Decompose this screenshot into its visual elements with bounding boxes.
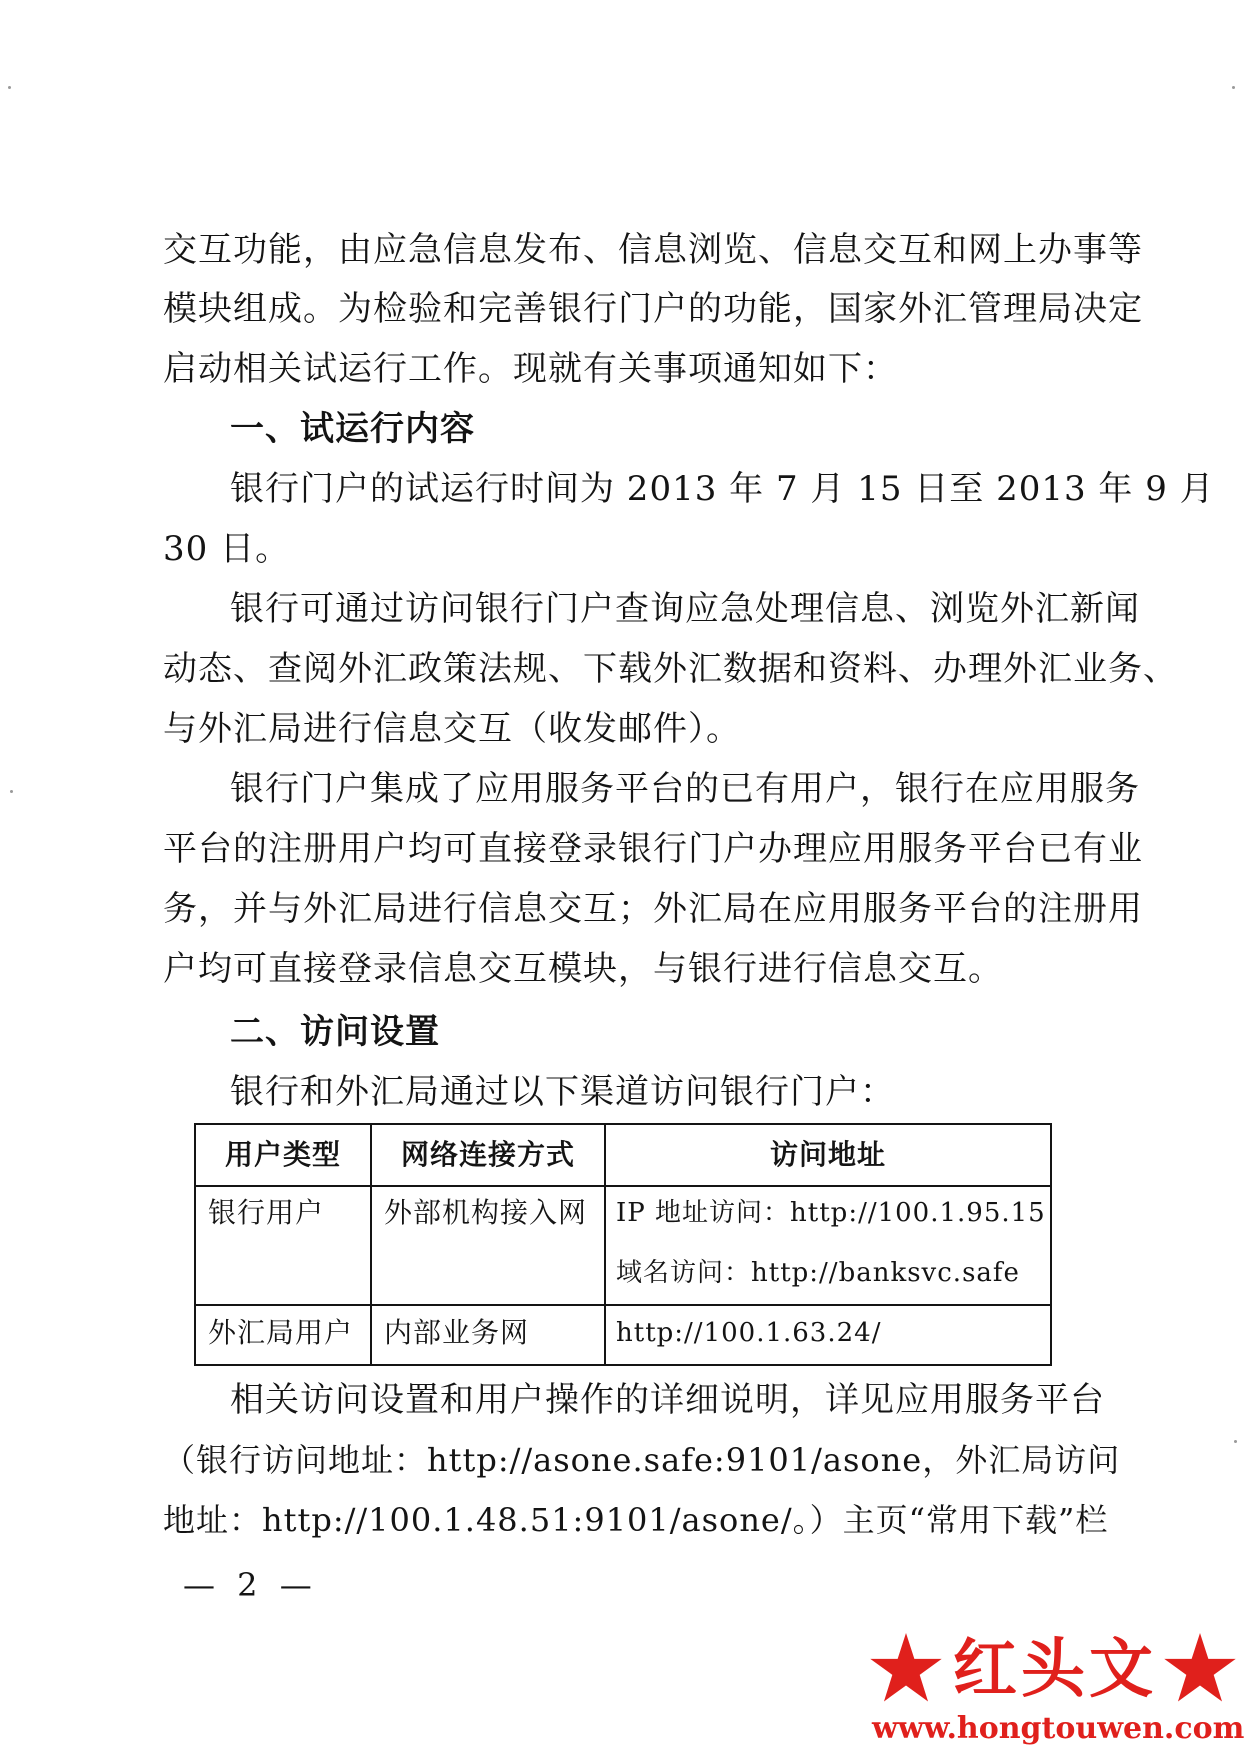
body-text-line: 平台的注册用户均可直接登录银行门户办理应用服务平台已有业 [163,829,1143,869]
table-cell-address: http://100.1.63.24/ [616,1318,882,1348]
scan-speck [1234,1440,1237,1443]
table-header-cell: 网络连接方式 [400,1138,575,1171]
scan-speck [1232,86,1235,89]
body-text-line: 银行可通过访问银行门户查询应急处理信息、浏览外汇新闻 [230,589,1140,629]
star-icon [1162,1630,1238,1706]
body-text-line: 交互功能，由应急信息发布、信息浏览、信息交互和网上办事等 [163,230,1143,270]
body-text-line: 模块组成。为检验和完善银行门户的功能，国家外汇管理局决定 [163,289,1143,329]
body-text-line: （银行访问地址：http://asone.safe:9101/asone，外汇局访问 [163,1441,1121,1479]
table-cell-user-type: 银行用户 [208,1196,325,1229]
watermark-url: www.hongtouwen.com [872,1711,1245,1746]
scan-speck [8,86,11,89]
body-text-line: 银行门户的试运行时间为 2013 年 7 月 15 日至 2013 年 9 月 [230,469,1215,509]
section-heading: 二、访问设置 [230,1012,440,1052]
body-text-line: 相关访问设置和用户操作的详细说明，详见应用服务平台 [230,1380,1105,1420]
star-icon [868,1630,944,1706]
table-cell-address: 域名访问：http://banksvc.safe [616,1258,1020,1288]
watermark-title: 红头文 [953,1633,1157,1707]
page-number: — 2 — [183,1566,318,1604]
access-table [194,1123,1052,1366]
table-divider [196,1304,1050,1306]
body-text-line: 地址：http://100.1.48.51:9101/asone/。）主页“常用下载”栏 [163,1501,1109,1539]
body-text-line: 银行和外汇局通过以下渠道访问银行门户： [230,1072,895,1112]
body-text-line: 户均可直接登录信息交互模块，与银行进行信息交互。 [163,949,1003,989]
section-heading: 一、试运行内容 [230,409,475,449]
table-cell-address: IP 地址访问：http://100.1.95.15 [616,1198,1046,1228]
table-cell-user-type: 外汇局用户 [208,1316,354,1349]
table-header-cell: 用户类型 [224,1138,341,1171]
body-text-line: 与外汇局进行信息交互（收发邮件）。 [163,709,741,749]
body-text-line: 启动相关试运行工作。现就有关事项通知如下： [163,349,898,389]
table-divider [196,1185,1050,1187]
table-cell-network: 内部业务网 [384,1316,530,1349]
body-text-line: 银行门户集成了应用服务平台的已有用户，银行在应用服务 [230,769,1140,809]
table-header-cell: 访问地址 [769,1138,886,1171]
body-text-line: 务，并与外汇局进行信息交互；外汇局在应用服务平台的注册用 [163,889,1143,929]
body-text-line: 30 日。 [163,529,291,569]
scan-speck [10,790,13,793]
watermark-logo [868,1630,1245,1750]
table-cell-network: 外部机构接入网 [384,1196,588,1229]
body-text-line: 动态、查阅外汇政策法规、下载外汇数据和资料、办理外汇业务、 [163,649,1178,689]
